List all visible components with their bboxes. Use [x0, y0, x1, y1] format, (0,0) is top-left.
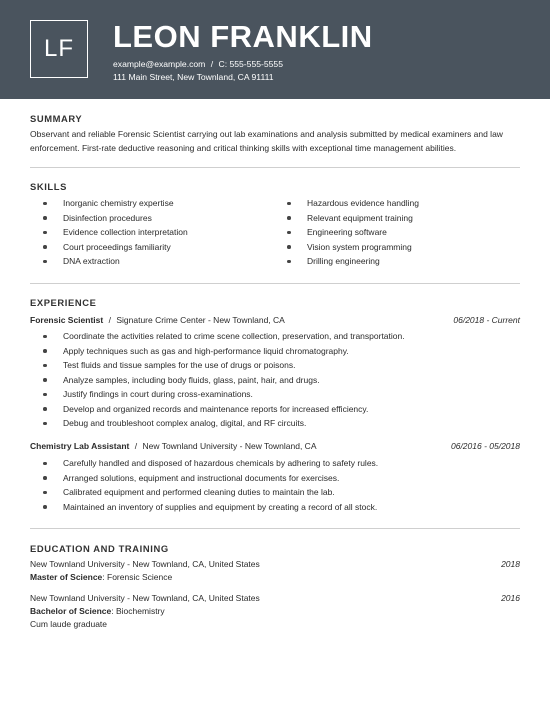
candidate-name: LEON FRANKLIN: [113, 19, 373, 54]
skill-label: Vision system programming: [307, 241, 412, 252]
skills-list-left: [30, 196, 188, 269]
bullet-text: Analyze samples, including body fluids, glass, paint, hair, and drugs.: [63, 374, 320, 385]
skill-label: Evidence collection interpretation: [63, 227, 188, 237]
email[interactable]: example@example.com: [113, 59, 206, 69]
bullet-text: Carefully handled and disposed of hazardous chemicals by adhering to safety rules.: [63, 458, 379, 468]
bullet-icon: [287, 245, 291, 249]
degree: [30, 570, 172, 584]
school-name: New Townland University - New Townland, CA, United States: [30, 593, 260, 603]
summary-title: SUMMARY: [30, 113, 83, 124]
list-item: [274, 225, 419, 240]
bullet-text: Debug and troubleshoot complex analog, digital, and RF circuits.: [63, 418, 307, 428]
bullet-icon: [43, 491, 47, 495]
bullet-icon: [43, 407, 47, 411]
bullet-text: Calibrated equipment and performed cleaning duties to maintain the lab.: [63, 487, 335, 497]
skill-label: Hazardous evidence handling: [307, 198, 419, 208]
bullet-text: Justify findings in court during cross-examinations.: [63, 389, 253, 399]
job-bullets: [30, 456, 378, 514]
bullet-icon: [43, 245, 47, 249]
bullet-icon: [43, 364, 47, 368]
bullet-icon: [43, 335, 47, 339]
bullet-icon: [43, 231, 47, 235]
bullet-icon: [287, 231, 291, 235]
degree-label: Bachelor of Science: [30, 606, 112, 616]
resume-header: [0, 0, 550, 99]
list-item: [30, 402, 405, 417]
list-item: [30, 329, 405, 344]
bullet-icon: [287, 202, 291, 206]
bullet-icon: [43, 422, 47, 426]
bullet-icon: [43, 202, 47, 206]
degree-field: : Forensic Science: [102, 572, 173, 582]
list-item: [274, 240, 419, 255]
contact-separator: /: [210, 59, 214, 69]
list-item: [30, 456, 378, 471]
degree: [30, 604, 165, 618]
list-item: [30, 387, 405, 402]
list-item: [274, 211, 419, 226]
bullet-icon: [43, 462, 47, 466]
monogram-badge: [30, 20, 88, 78]
list-item: [30, 500, 378, 515]
degree-label: Master of Science: [30, 572, 103, 582]
list-item: [30, 373, 405, 388]
divider: [30, 283, 520, 284]
bullet-icon: [43, 505, 47, 509]
skill-label: Relevant equipment training: [307, 212, 413, 223]
contact-line: [113, 58, 283, 70]
summary-text: Observant and reliable Forensic Scientist carrying out lab examinations and analysis submitted by medical examiners and law enforcement. First-rate deductive reasoning and critical thinking skills with exceptional time management abilities.: [30, 129, 503, 153]
job-separator: /: [108, 315, 111, 325]
bullet-icon: [287, 260, 291, 264]
bullet-text: Test fluids and tissue samples for the use of drugs or poisons.: [63, 360, 296, 370]
list-item: [30, 211, 188, 226]
job-org: New Townland University - New Townland, CA: [142, 441, 317, 451]
job-dates: 06/2016 - 05/2018: [450, 441, 520, 451]
skills-title: SKILLS: [30, 181, 67, 192]
list-item: [30, 471, 378, 486]
bullet-text: Develop and organized records and maintenance reports for increased efficiency.: [63, 403, 369, 414]
education-note: Cum laude graduate: [30, 619, 108, 629]
bullet-icon: [43, 476, 47, 480]
skills-list-right: [274, 196, 419, 269]
initials: LF: [43, 35, 74, 62]
bullet-icon: [43, 393, 47, 397]
bullet-text: Arranged solutions, equipment and instructional documents for exercises.: [63, 472, 340, 483]
education-title: EDUCATION AND TRAINING: [30, 543, 169, 554]
graduation-year: 2016: [501, 593, 520, 603]
skill-label: Disinfection procedures: [63, 212, 152, 223]
list-item: [30, 344, 405, 359]
phone: C: 555-555-5555: [218, 59, 283, 69]
bullet-text: Apply techniques such as gas and high-performance liquid chromatography.: [63, 345, 349, 356]
experience-title: EXPERIENCE: [30, 297, 97, 308]
job-role: Forensic Scientist: [30, 315, 104, 325]
list-item: [30, 358, 405, 373]
bullet-icon: [43, 349, 47, 353]
skill-label: Court proceedings familiarity: [63, 241, 171, 252]
job-role: Chemistry Lab Assistant: [30, 441, 130, 451]
degree-field: : Biochemistry: [111, 606, 165, 616]
list-item: [30, 485, 378, 500]
job-heading: [30, 439, 317, 453]
address: 111 Main Street, New Townland, CA 91111: [113, 72, 274, 82]
bullet-icon: [43, 260, 47, 264]
bullet-icon: [43, 216, 47, 220]
skill-label: Inorganic chemistry expertise: [63, 198, 174, 208]
divider: [30, 528, 520, 529]
skill-label: Drilling engineering: [307, 256, 380, 266]
bullet-text: Maintained an inventory of supplies and equipment by creating a record of all stock.: [63, 501, 378, 512]
job-org: Signature Crime Center - New Townland, CA: [116, 315, 285, 325]
list-item: [30, 416, 405, 431]
list-item: [30, 254, 188, 269]
job-heading: [30, 313, 285, 327]
bullet-icon: [43, 378, 47, 382]
graduation-year: 2018: [501, 559, 520, 569]
bullet-icon: [287, 216, 291, 220]
job-bullets: [30, 329, 405, 431]
job-dates: 06/2018 - Current: [453, 315, 520, 325]
school-name: New Townland University - New Townland, CA, United States: [30, 559, 260, 569]
list-item: [274, 196, 419, 211]
skill-label: Engineering software: [307, 227, 387, 237]
list-item: [274, 254, 419, 269]
divider: [30, 167, 520, 168]
list-item: [30, 240, 188, 255]
skill-label: DNA extraction: [63, 256, 120, 266]
list-item: [30, 196, 188, 211]
list-item: [30, 225, 188, 240]
job-separator: /: [134, 441, 138, 451]
bullet-text: Coordinate the activities related to crime scene collection, preservation, and transportation.: [63, 331, 405, 341]
